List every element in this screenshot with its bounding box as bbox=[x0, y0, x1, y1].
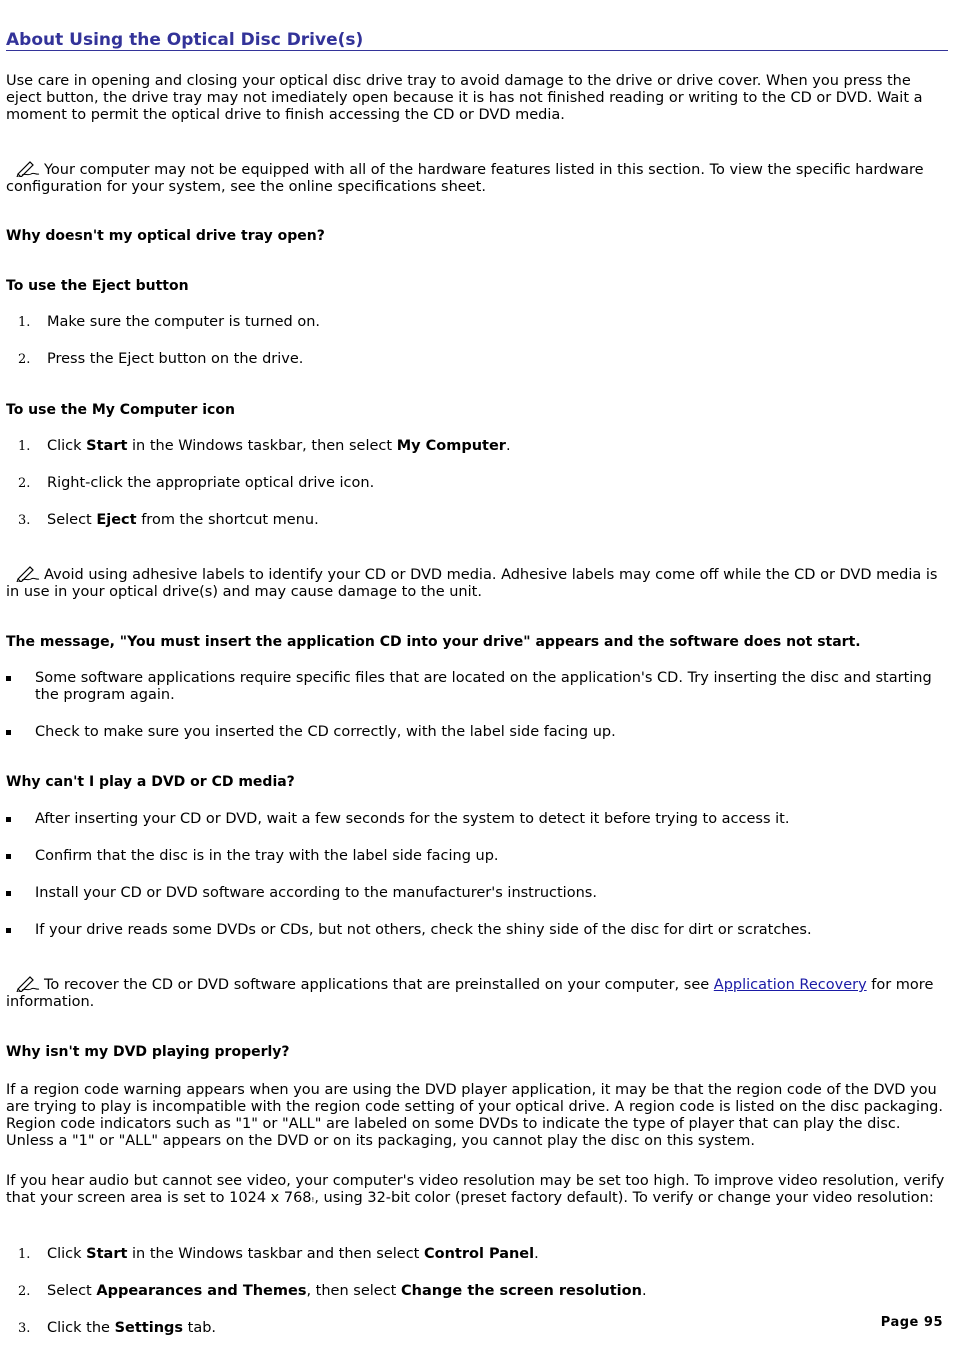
step-text: Select Appearances and Themes, then select Change the screen resolution. bbox=[47, 1283, 647, 1299]
list-item bbox=[6, 885, 948, 902]
list-item bbox=[6, 438, 948, 455]
page-number: Page 95 bbox=[880, 1315, 943, 1330]
bullet-icon bbox=[6, 891, 11, 896]
step-text: Click Start in the Windows taskbar, then select My Computer. bbox=[47, 438, 511, 454]
step-text: Press the Eject button on the drive. bbox=[47, 351, 304, 367]
bullet-icon bbox=[6, 817, 11, 822]
page-title: About Using the Optical Disc Drive(s) bbox=[6, 30, 948, 51]
subheading-eject-button: To use the Eject button bbox=[6, 278, 189, 294]
list-item bbox=[6, 512, 948, 529]
subheading-my-computer: To use the My Computer icon bbox=[6, 402, 235, 418]
step-number: 2. bbox=[18, 476, 31, 491]
step-number: 2. bbox=[18, 1284, 31, 1299]
list-item bbox=[6, 314, 948, 331]
bullet-text: If your drive reads some DVDs or CDs, but not others, check the shiny side of the disc for dirt or scratches. bbox=[35, 922, 812, 938]
list-item bbox=[6, 670, 948, 704]
question-play-dvd: Why can't I play a DVD or CD media? bbox=[6, 774, 295, 790]
bullet-text: Check to make sure you inserted the CD correctly, with the label side facing up. bbox=[35, 724, 616, 740]
application-recovery-link[interactable]: Application Recovery bbox=[713, 977, 867, 993]
step-number: 2. bbox=[18, 352, 31, 367]
bullet-text: Confirm that the disc is in the tray with the label side facing up. bbox=[35, 848, 499, 864]
question-insert-cd: The message, "You must insert the application CD into your drive" appears and the software does not start. bbox=[6, 634, 861, 650]
list-item bbox=[6, 724, 948, 741]
list-item bbox=[6, 1246, 948, 1263]
question-dvd-playing: Why isn't my DVD playing properly? bbox=[6, 1044, 290, 1060]
bullet-icon bbox=[6, 928, 11, 933]
step-text: Select Eject from the shortcut menu. bbox=[47, 512, 319, 528]
note-application-recovery bbox=[6, 975, 948, 1011]
video-resolution-paragraph: If you hear audio but cannot see video, your computer's video resolution may be set too high. To improve video resolution, verify that your screen area is set to 1024 x 768!, using 32-bit color (preset factory default). To verify or change your video resolution: bbox=[6, 1173, 945, 1206]
note-adhesive-labels bbox=[6, 565, 948, 601]
note-hardware bbox=[6, 160, 948, 196]
footnote-marker: ! bbox=[311, 1196, 315, 1204]
list-item bbox=[6, 475, 948, 492]
note-recovery-text-post: for more information. bbox=[6, 977, 934, 1010]
step-number: 1. bbox=[18, 1247, 31, 1262]
note-pencil-icon bbox=[16, 565, 40, 582]
step-number: 3. bbox=[18, 1321, 31, 1336]
list-item bbox=[6, 1283, 948, 1300]
list-item bbox=[6, 351, 948, 368]
note-pencil-icon bbox=[16, 160, 40, 177]
bullet-icon bbox=[6, 676, 11, 681]
bullet-icon bbox=[6, 730, 11, 735]
bullet-icon bbox=[6, 854, 11, 859]
question-tray-open: Why doesn't my optical drive tray open? bbox=[6, 228, 325, 244]
note-adhesive-text: Avoid using adhesive labels to identify your CD or DVD media. Adhesive labels may come off while the CD or DVD media is in use in your optical drive(s) and may cause damage to the unit. bbox=[6, 567, 938, 600]
note-recovery-text-pre: To recover the CD or DVD software applications that are preinstalled on your computer, see bbox=[44, 977, 714, 993]
bullet-text: Install your CD or DVD software according to the manufacturer's instructions. bbox=[35, 885, 597, 901]
step-text: Click the Settings tab. bbox=[47, 1320, 217, 1336]
step-text: Right-click the appropriate optical drive icon. bbox=[47, 475, 375, 491]
region-code-paragraph: If a region code warning appears when you are using the DVD player application, it may be that the region code of the DVD you are trying to play is incompatible with the region code setting of your optical drive. A region code is listed on the disc packaging. Region code indicators such as "1" or "ALL" are labeled on some DVDs to indicate the type of player that can play the disc. Unless a "1" or "ALL" appears on the DVD or on its packaging, you cannot play the disc on this system. bbox=[6, 1082, 943, 1149]
step-number: 1. bbox=[18, 315, 31, 330]
list-item bbox=[6, 811, 948, 828]
note-hardware-text: Your computer may not be equipped with all of the hardware features listed in this section. To view the specific hardware configuration for your system, see the online specifications sheet. bbox=[6, 162, 924, 195]
list-item bbox=[6, 922, 948, 939]
step-number: 3. bbox=[18, 513, 31, 528]
list-item bbox=[6, 848, 948, 865]
note-pencil-icon bbox=[16, 975, 40, 992]
intro-paragraph: Use care in opening and closing your optical disc drive tray to avoid damage to the drive or drive cover. When you press the eject button, the drive tray may not imediately open because it is has not finished reading or writing to the CD or DVD. Wait a moment to permit the optical drive to finish accessing the CD or DVD media. bbox=[6, 73, 923, 123]
bullet-text: Some software applications require specific files that are located on the application's CD. Try inserting the disc and starting the program again. bbox=[35, 670, 932, 703]
list-item bbox=[6, 1320, 948, 1337]
step-text: Make sure the computer is turned on. bbox=[47, 314, 321, 330]
step-text: Click Start in the Windows taskbar and then select Control Panel. bbox=[47, 1246, 539, 1262]
step-number: 1. bbox=[18, 439, 31, 454]
bullet-text: After inserting your CD or DVD, wait a few seconds for the system to detect it before trying to access it. bbox=[35, 811, 790, 827]
